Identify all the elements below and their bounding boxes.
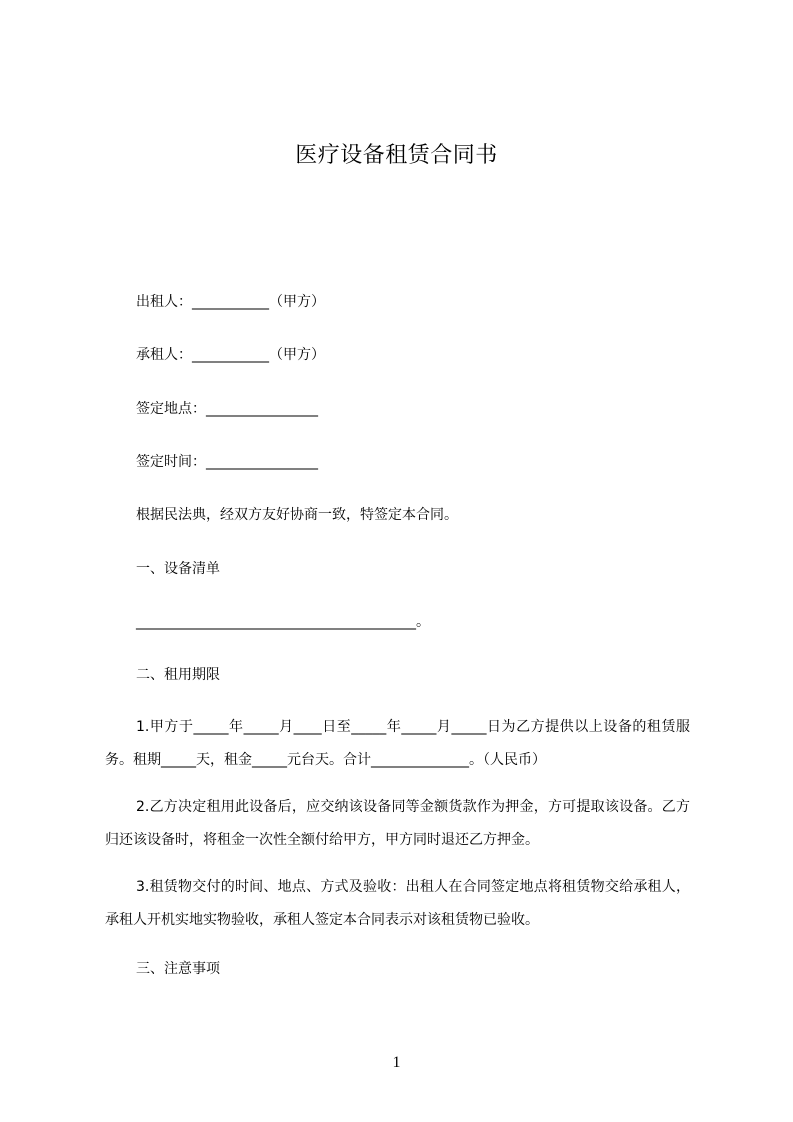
intro-paragraph: 根据民法典，经双方友好协商一致，特签定本合同。 bbox=[136, 507, 458, 523]
lease-term-item-2: 2.乙方决定租用此设备后，应交纳该设备同等金额货款作为押金，方可提取该设备。乙方归还该设备时，将租金一次性全额付给甲方，甲方同时退还乙方押金。 bbox=[105, 799, 690, 848]
signing-time-field: 签定时间：________________ bbox=[136, 454, 318, 470]
lease-term-item-3: 3.租赁物交付的时间、地点、方式及验收：出租人在合同签定地点将租赁物交给承租人，承租人开机实地实物验收，承租人签定本合同表示对该租赁物已验收。 bbox=[105, 879, 690, 928]
page-number: 1 bbox=[392, 1054, 401, 1071]
section-heading-equipment-list: 一、设备清单 bbox=[136, 561, 220, 577]
section-heading-notes: 三、注意事项 bbox=[136, 961, 220, 977]
equipment-list-blank: ________________________________________。 bbox=[136, 614, 430, 630]
section-heading-lease-term: 二、租用期限 bbox=[136, 667, 220, 683]
document-title: 医疗设备租赁合同书 bbox=[295, 143, 498, 168]
lease-term-item-1: 1.甲方于_____年_____月____日至_____年_____月_____日为乙方提供以上设备的租赁服务。租期_____天，租金_____元台天。合计______________。（人民币） bbox=[105, 719, 690, 768]
lessee-field: 承租人：___________（甲方） bbox=[136, 347, 325, 363]
signing-place-field: 签定地点：________________ bbox=[136, 401, 318, 417]
lessor-field: 出租人：___________（甲方） bbox=[136, 294, 325, 310]
